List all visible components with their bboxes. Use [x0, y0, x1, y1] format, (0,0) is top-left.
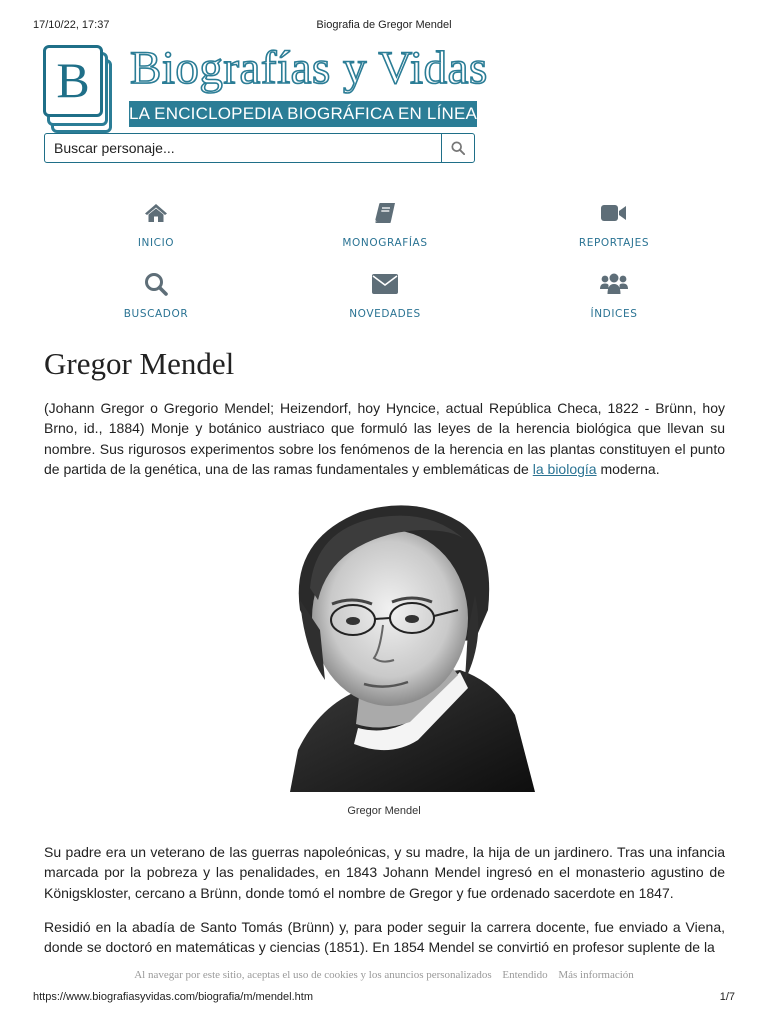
nav-row — [44, 195, 726, 266]
nav-item-monografias[interactable] — [273, 195, 497, 266]
paragraph — [44, 842, 725, 903]
home-icon — [144, 203, 168, 223]
nav-item-buscador[interactable] — [44, 266, 268, 337]
users-icon — [600, 273, 628, 295]
print-url: https://www.biografiasyvidas.com/biografia/m/mendel.htm — [33, 991, 314, 1003]
cookie-more-info-link[interactable]: Más información — [558, 969, 634, 981]
cookie-text: Al navegar por este sitio, aceptas el uso de cookies y los anuncios personalizados — [134, 969, 492, 981]
intro-text-end: moderna. — [596, 461, 660, 478]
portrait-image — [290, 500, 538, 792]
nav-item-novedades[interactable] — [273, 266, 497, 337]
paragraph — [44, 917, 725, 958]
nav-row — [44, 266, 726, 337]
search-bar — [44, 133, 475, 163]
search-input[interactable] — [45, 134, 441, 162]
cookie-accept-link[interactable]: Entendido — [502, 969, 548, 981]
paragraph-text: Su padre era un veterano de las guerras napoleónicas, y su madre, la hija de un jardinero. Tras una infancia marcada por la pobreza y las penalidades, en 1843 Johann Mendel ingresó en el monasterio agustino de Königskloster, cercano a Brünn, donde tomó el nombre de Gregor y fue ordenado sacerdote en 1847. — [44, 844, 725, 901]
envelope-icon — [372, 274, 398, 294]
video-camera-icon — [601, 204, 627, 222]
site-logo[interactable] — [43, 42, 488, 130]
book-icon — [374, 202, 396, 224]
paragraph-text: Residió en la abadía de Santo Tomás (Brünn) y, para poder seguir la carrera docente, fue enviado a Viena, donde se doctoró en matemáticas y ciencias (1851). En 1854 Mendel se convirtió en profesor suplente de la — [44, 919, 725, 956]
nav-label: REPORTAJES — [578, 237, 650, 249]
nav-label: ÍNDICES — [590, 308, 638, 320]
print-datetime: 17/10/22, 17:37 — [33, 19, 110, 31]
nav-label: INICIO — [137, 237, 175, 249]
article — [44, 344, 725, 480]
logo-letter: B — [56, 52, 90, 108]
page-title: Gregor Mendel — [44, 346, 235, 381]
print-header — [33, 19, 735, 33]
nav-label: MONOGRAFÍAS — [342, 237, 428, 249]
nav-label: NOVEDADES — [349, 308, 421, 320]
main-navigation — [44, 195, 726, 337]
biology-link[interactable]: la biología — [532, 461, 597, 478]
logo-tagline: LA ENCICLOPEDIA BIOGRÁFICA EN LÍNEA — [129, 101, 477, 127]
search-icon — [144, 272, 168, 296]
nav-item-inicio[interactable] — [44, 195, 268, 266]
nav-item-reportajes[interactable] — [502, 195, 726, 266]
intro-text: (Johann Gregor o Gregorio Mendel; Heizendorf, hoy Hyncice, actual República Checa, 1822 - Brünn, hoy Brno, id., 1884) Monje y botánico austriaco que formuló las leyes de la herencia biológica que llevan su nombre. Sus rigurosos experimentos sobre los fenómenos de la herencia en las plantas constituyen el punto de partida de la genética, una de las ramas fundamentales y emblemáticas de — [44, 400, 725, 478]
logo-wordmark: Biografías y Vidas — [130, 42, 488, 94]
nav-item-indices[interactable] — [502, 266, 726, 337]
intro-paragraph — [44, 398, 725, 480]
page-number: 1/7 — [719, 991, 735, 1003]
print-footer — [33, 991, 735, 1005]
search-icon — [451, 141, 465, 155]
cookie-bar — [0, 964, 768, 986]
nav-label: BUSCADOR — [123, 308, 189, 320]
logo-book-icon — [43, 45, 103, 117]
image-caption: Gregor Mendel — [347, 805, 421, 817]
search-button[interactable] — [441, 134, 474, 162]
print-page-title: Biografia de Gregor Mendel — [316, 19, 452, 31]
